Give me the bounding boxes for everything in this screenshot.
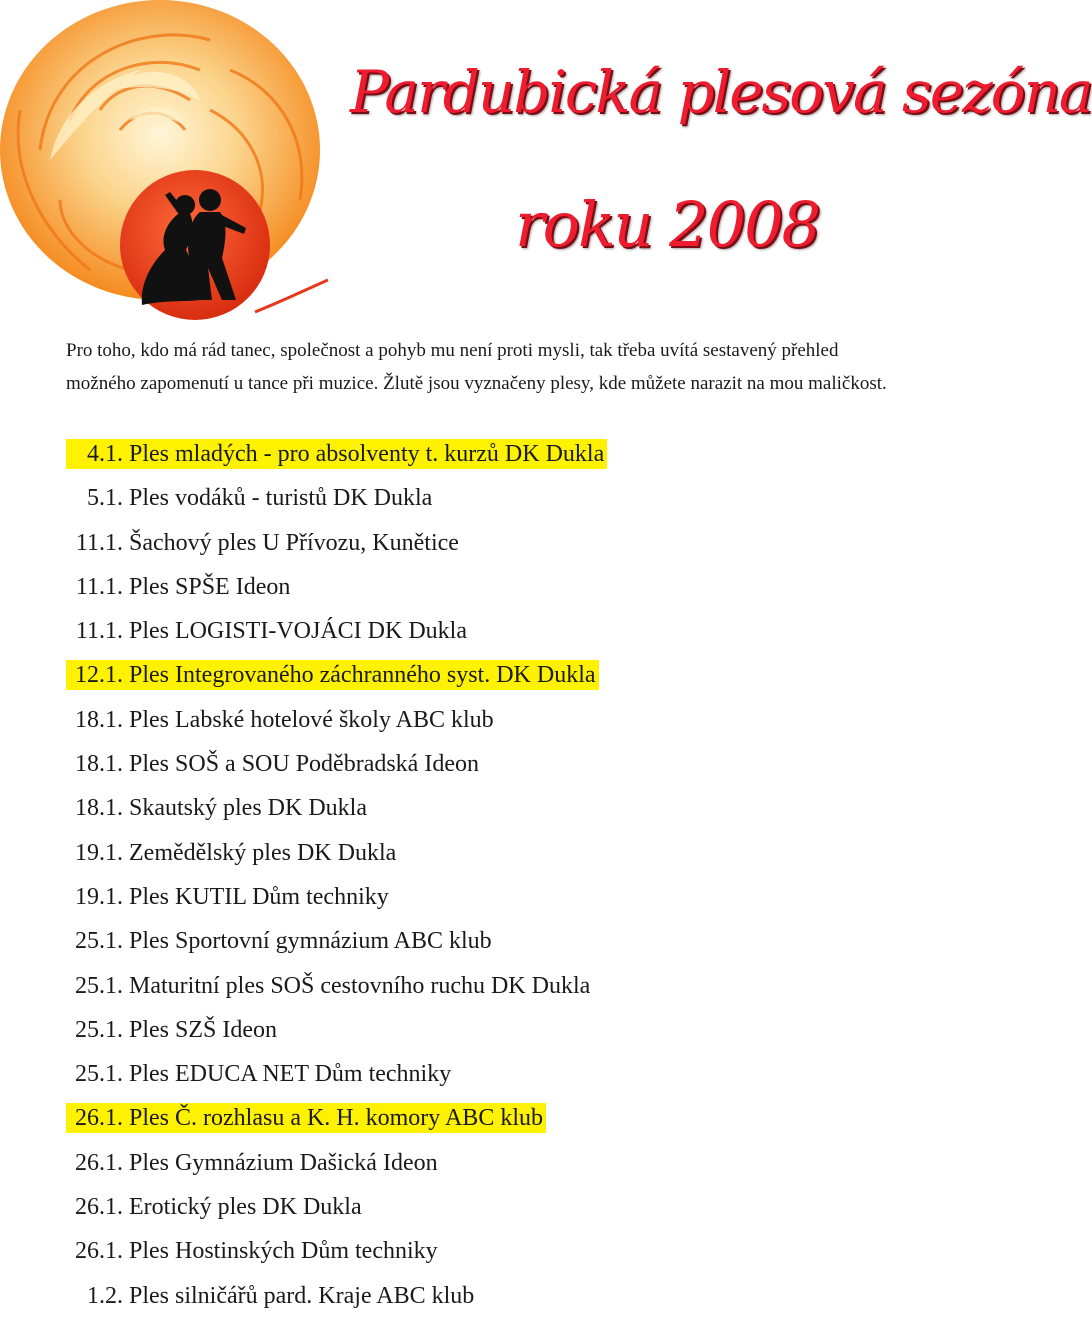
event-name: Zemědělský ples DK Dukla — [129, 839, 397, 866]
intro-line-2: možného zapomenutí u tance při muzice. Žlutě jsou vyznačeny plesy, kde můžete narazit na mou maličkost. — [66, 373, 887, 394]
event-name: Ples silničářů pard. Kraje ABC klub — [129, 1282, 475, 1309]
event-entry — [66, 1236, 441, 1266]
intro-paragraph — [66, 334, 926, 400]
event-entry — [66, 616, 470, 646]
event-date: 25.1. — [75, 928, 123, 955]
event-name: Ples Labské hotelové školy ABC klub — [129, 706, 494, 733]
page-title-line-2: roku 2008 — [515, 188, 819, 261]
page-title-line-1: Pardubická plesová sezóna — [350, 58, 1092, 126]
event-date: 5.1. — [87, 485, 123, 512]
event-date: 25.1. — [75, 1061, 123, 1088]
event-name: Ples SZŠ Ideon — [129, 1016, 278, 1043]
list-item — [66, 1096, 607, 1140]
list-item — [66, 565, 607, 609]
list-item — [66, 1229, 607, 1273]
list-item — [66, 521, 607, 565]
list-item — [66, 919, 607, 963]
event-date: 19.1. — [75, 883, 123, 910]
highlighted-event — [66, 1103, 546, 1133]
list-item — [66, 1141, 607, 1185]
list-item — [66, 432, 607, 476]
event-name: Ples Č. rozhlasu a K. H. komory ABC klub — [129, 1105, 543, 1132]
event-entry — [66, 572, 293, 602]
event-date: 4.1. — [87, 441, 123, 467]
event-name: Erotický ples DK Dukla — [129, 1194, 362, 1221]
event-date: 26.1. — [75, 1194, 123, 1221]
event-entry — [66, 749, 482, 779]
event-entry — [66, 1281, 477, 1311]
event-entry — [66, 882, 392, 912]
event-date: 18.1. — [75, 706, 123, 733]
event-date: 1.2. — [87, 1282, 123, 1309]
event-entry — [66, 793, 370, 823]
event-name: Skautský ples DK Dukla — [129, 795, 367, 822]
event-date: 11.1. — [75, 618, 123, 645]
event-date: 18.1. — [75, 795, 123, 822]
event-entry — [66, 838, 399, 868]
event-entry — [66, 1059, 454, 1089]
event-date: 19.1. — [75, 839, 123, 866]
list-item — [66, 742, 607, 786]
event-name: Ples vodáků - turistů DK Dukla — [129, 485, 433, 512]
list-item — [66, 1008, 607, 1052]
event-name: Šachový ples U Přívozu, Kunětice — [129, 529, 459, 556]
list-item — [66, 831, 607, 875]
event-entry — [66, 528, 462, 558]
event-date: 11.1. — [75, 573, 123, 600]
event-entry — [66, 705, 497, 735]
event-date: 26.1. — [75, 1238, 123, 1265]
event-name: Ples Hostinských Dům techniky — [129, 1238, 438, 1265]
event-entry — [66, 1192, 365, 1222]
event-date: 25.1. — [75, 1016, 123, 1043]
event-name: Ples Sportovní gymnázium ABC klub — [129, 928, 492, 955]
event-date: 25.1. — [75, 972, 123, 999]
list-item — [66, 875, 607, 919]
event-name: Ples KUTIL Dům techniky — [129, 883, 389, 910]
list-item — [66, 476, 607, 520]
event-date: 11.1. — [75, 529, 123, 556]
intro-line-1: Pro toho, kdo má rád tanec, společnost a pohyb mu není proti mysli, tak třeba uvítá sestavený přehled — [66, 340, 839, 361]
event-date: 26.1. — [75, 1105, 123, 1132]
highlighted-event — [66, 439, 607, 469]
list-item — [66, 964, 607, 1008]
highlighted-event — [66, 660, 599, 690]
event-entry — [66, 483, 435, 513]
event-date: 12.1. — [75, 662, 123, 689]
event-date: 26.1. — [75, 1149, 123, 1176]
event-name: Ples Gymnázium Dašická Ideon — [129, 1149, 438, 1176]
event-name: Ples SPŠE Ideon — [129, 573, 291, 600]
event-date: 18.1. — [75, 751, 123, 778]
event-entry — [66, 926, 495, 956]
list-item — [66, 786, 607, 830]
event-name: Ples EDUCA NET Dům techniky — [129, 1061, 452, 1088]
rose-dancers-logo — [0, 0, 330, 320]
list-item — [66, 1274, 607, 1318]
event-name: Ples Integrovaného záchranného syst. DK Dukla — [129, 662, 596, 689]
event-entry — [66, 1015, 280, 1045]
event-entry — [66, 971, 593, 1001]
event-name: Ples LOGISTI-VOJÁCI DK Dukla — [129, 618, 467, 645]
list-item — [66, 698, 607, 742]
event-name: Ples SOŠ a SOU Poděbradská Ideon — [129, 751, 479, 778]
ball-schedule-list — [66, 432, 607, 1318]
event-name: Maturitní ples SOŠ cestovního ruchu DK Dukla — [129, 972, 591, 999]
list-item — [66, 1185, 607, 1229]
list-item — [66, 1052, 607, 1096]
event-entry — [66, 1148, 441, 1178]
event-name: Ples mladých - pro absolventy t. kurzů DK Dukla — [129, 441, 605, 467]
list-item — [66, 653, 607, 697]
list-item — [66, 609, 607, 653]
